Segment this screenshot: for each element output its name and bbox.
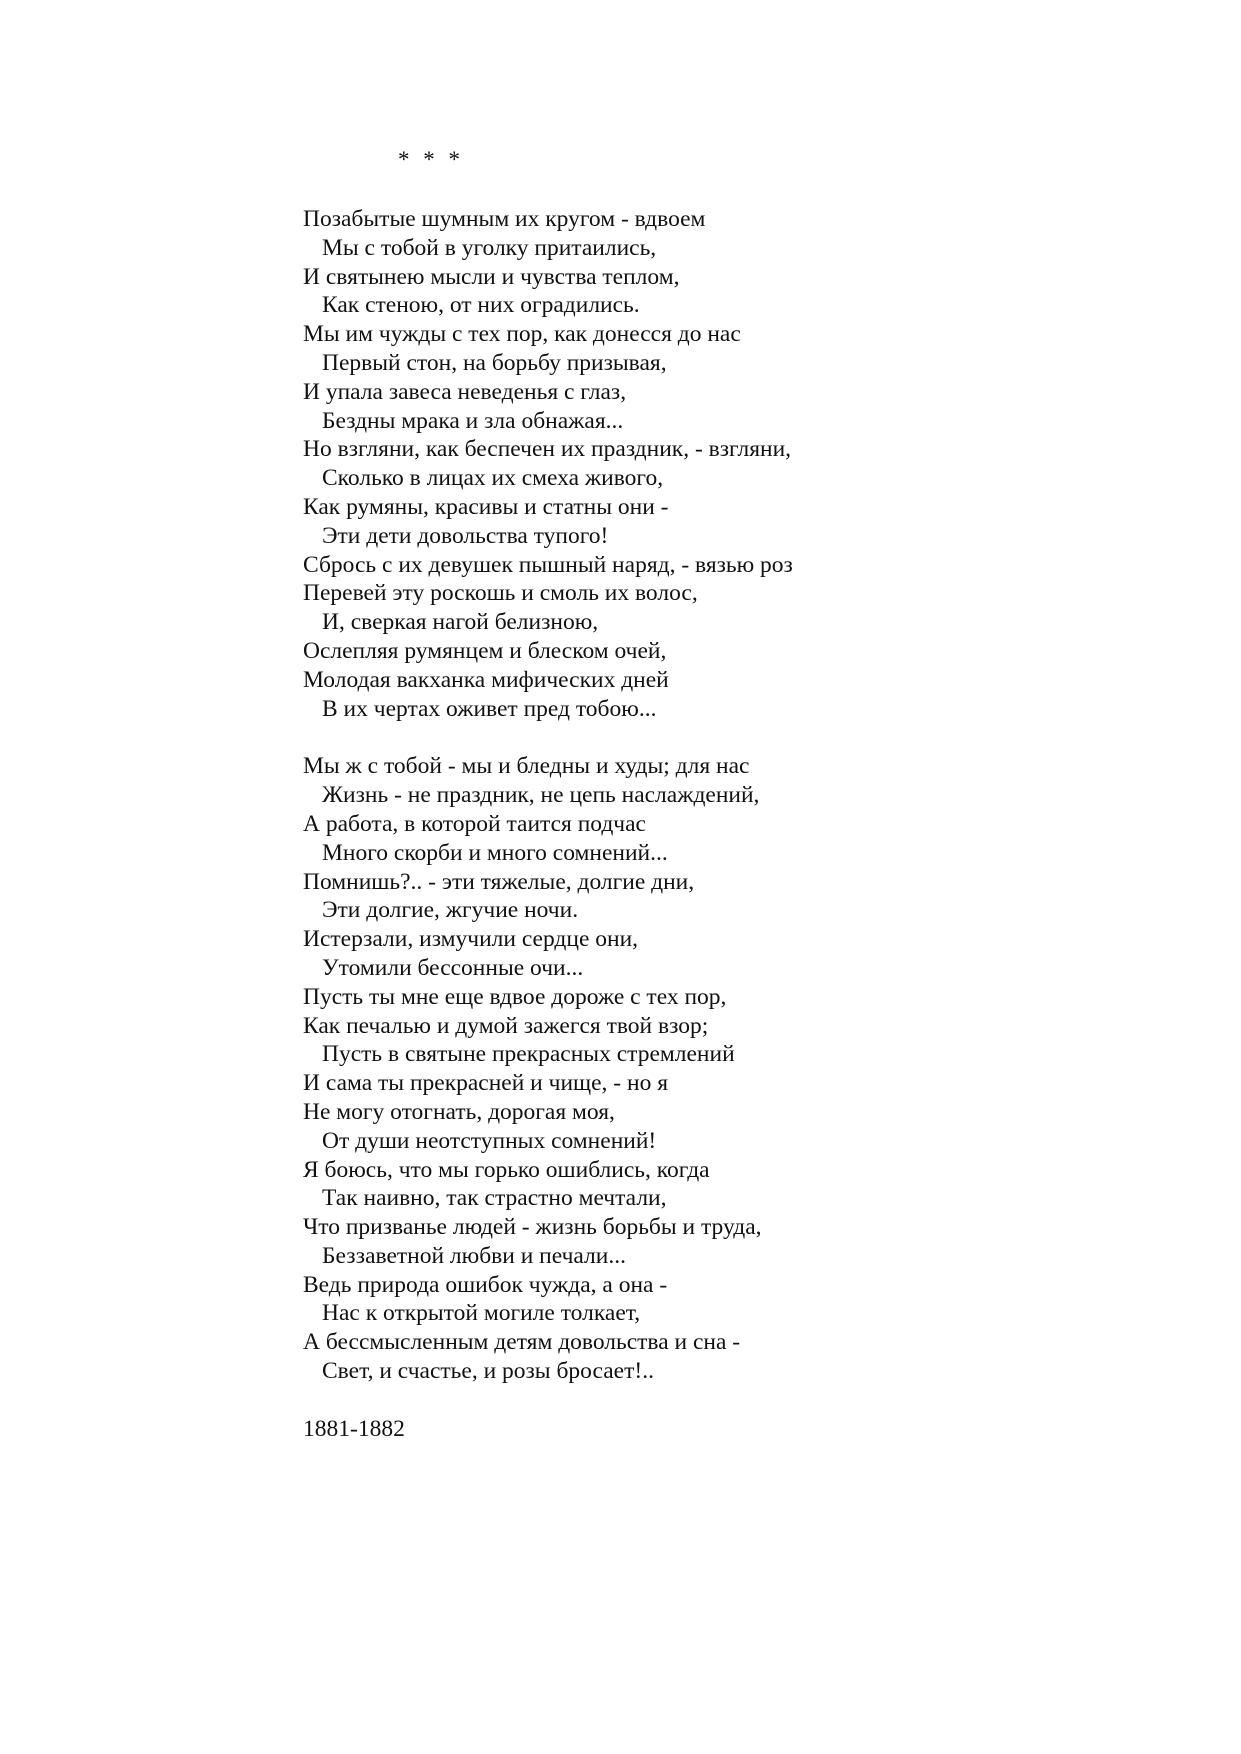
poem-line: Позабытые шумным их кругом - вдвоем [303,206,706,232]
section-separator: * * * [398,147,464,172]
poem-line: Первый стон, на борьбу призывая, [322,349,667,376]
poem-line: Утомили бессонные очи... [322,954,584,981]
poem-line: Много скорби и много сомнений... [322,839,668,866]
poem-line: Мы ж с тобой - мы и бледны и худы; для нас [303,753,750,780]
poem-line: Ведь природа ошибок чужда, а она - [303,1271,668,1298]
poem-line: В их чертах оживет пред тобою... [322,695,657,722]
poem-line: Пусть в святыне прекрасных стремлений [322,1041,735,1068]
poem-line: Беззаветной любви и печали... [322,1242,626,1269]
poem-line: И, сверкая нагой белизною, [322,609,599,636]
poem-line: От души неотступных сомнений! [322,1127,657,1154]
poem-line: Я боюсь, что мы горько ошиблись, когда [303,1156,710,1183]
poem-line: Молодая вакханка мифических дней [303,666,669,693]
poem-line: Жизнь - не праздник, не цепь наслаждений, [322,782,760,809]
poem-line: Свет, и счастье, и розы бросает!.. [322,1358,654,1385]
poem-line: Пусть ты мне еще вдвое дороже с тех пор, [303,983,727,1010]
poem-date: 1881-1882 [303,1416,405,1442]
poem-line: Мы с тобой в уголку притаились, [322,234,657,261]
poem-line: Мы им чужды с тех пор, как донесся до нас [303,321,741,348]
poem-line: Помнишь?.. - эти тяжелые, долгие дни, [303,868,695,895]
poem-line: Так наивно, так страстно мечтали, [322,1185,667,1212]
poem-line: Нас к открытой могиле толкает, [322,1300,641,1327]
poem-body [303,205,1203,1386]
poem-line: Перевей эту роскошь и смоль их волос, [303,580,698,607]
stanza-1 [303,205,1203,723]
poem-line: Но взгляни, как беспечен их праздник, - взгляни, [303,436,792,463]
poem-line: И упала завеса неведенья с глаз, [303,378,627,405]
poem-line: А работа, в которой таится подчас [303,810,646,837]
poem-line: Ослепляя румянцем и блеском очей, [303,637,667,664]
poem-line: И святынею мысли и чувства теплом, [303,263,680,290]
poem-line: Эти долгие, жгучие ночи. [322,897,579,924]
poem-line: Эти дети довольства тупого! [322,522,609,549]
poem-line: Не могу отогнать, дорогая моя, [303,1098,615,1125]
stanza-2 [303,752,1203,1386]
poem-line: Как печалью и думой зажегся твой взор; [303,1012,709,1039]
poem-line: И сама ты прекрасней и чище, - но я [303,1070,669,1097]
poem-line: А бессмысленным детям довольства и сна - [303,1329,741,1356]
poem-line: Сбрось с их девушек пышный наряд, - вязью роз [303,551,793,578]
poem-line: Как румяны, красивы и статны они - [303,493,669,520]
poem-line: Что призванье людей - жизнь борьбы и труда, [303,1214,762,1241]
poem-line: Как стеною, от них оградились. [322,292,640,319]
poem-line: Бездны мрака и зла обнажая... [322,407,624,434]
poem-line: Сколько в лицах их смеха живого, [322,465,664,492]
poem-line: Истерзали, измучили сердце они, [303,926,639,953]
